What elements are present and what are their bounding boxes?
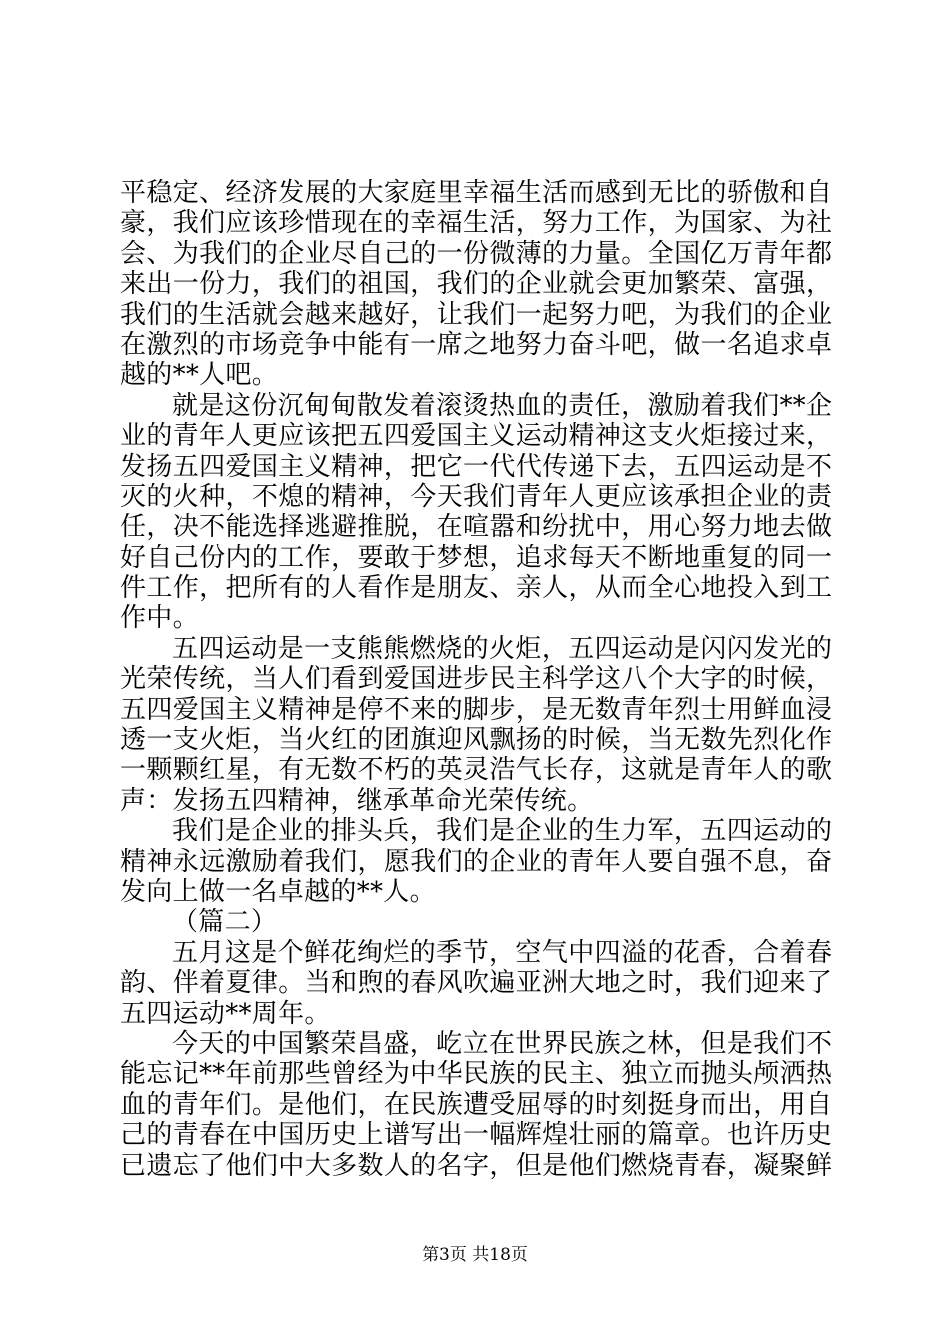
text-line: 平稳定、经济发展的大家庭里幸福生活而感到无比的骄傲和自 <box>120 178 832 208</box>
text-line: 声：发扬五四精神，继承革命光荣传统。 <box>120 785 594 816</box>
text-line: 能忘记**年前那些曾经为中华民族的民主、独立而抛头颅洒热 <box>120 1059 832 1090</box>
text-line: 已遗忘了他们中大多数人的名字，但是他们燃烧青春，凝聚鲜 <box>120 1150 832 1181</box>
section-label-text: （篇二） <box>172 907 278 938</box>
paragraph <box>120 391 832 634</box>
paragraph <box>120 938 832 1029</box>
text-line: 豪，我们应该珍惜现在的幸福生活，努力工作，为国家、为社 <box>120 208 832 239</box>
text-line: 灭的火种，不熄的精神，今天我们青年人更应该承担企业的责 <box>120 481 832 512</box>
text-line: 光荣传统，当人们看到爱国进步民主科学这八个大字的时候， <box>120 664 832 695</box>
text-line: 透一支火炬，当火红的团旗迎风飘扬的时候，当无数先烈化作 <box>120 725 832 756</box>
text-line: 五四爱国主义精神是停不来的脚步，是无数青年烈士用鲜血浸 <box>120 694 832 725</box>
page-footer <box>0 1240 950 1265</box>
paragraph <box>120 1029 832 1181</box>
text-line: 就是这份沉甸甸散发着滚烫热血的责任，激励着我们**企 <box>172 390 832 421</box>
text-line: 业的青年人更应该把五四爱国主义运动精神这支火炬接过来， <box>120 421 832 452</box>
document-body <box>120 178 832 1181</box>
text-line: 发扬五四爱国主义精神，把它一代代传递下去，五四运动是不 <box>120 451 832 482</box>
paragraph <box>120 816 832 907</box>
text-line: 五四运动**周年。 <box>120 998 331 1029</box>
text-line: 我们的生活就会越来越好，让我们一起努力吧，为我们的企业 <box>120 299 832 330</box>
text-line: 五月这是个鲜花绚烂的季节，空气中四溢的花香，合着春 <box>172 937 832 968</box>
text-line: 件工作，把所有的人看作是朋友、亲人，从而全心地投入到工 <box>120 573 832 604</box>
text-line: 我们是企业的排头兵，我们是企业的生力军，五四运动的 <box>172 816 832 847</box>
text-line: 来出一份力，我们的祖国，我们的企业就会更加繁荣、富强， <box>120 269 832 300</box>
text-line: 精神永远激励着我们，愿我们的企业的青年人要自强不息，奋 <box>120 846 832 877</box>
page-number-label: 第3页 共18页 <box>422 1245 528 1265</box>
text-line: 作中。 <box>120 603 199 634</box>
paragraph <box>120 178 832 391</box>
text-line: 韵、伴着夏律。当和煦的春风吹遍亚洲大地之时，我们迎来了 <box>120 968 832 999</box>
text-line: 越的**人吧。 <box>120 360 279 391</box>
text-line: 任，决不能选择逃避推脱，在喧嚣和纷扰中，用心努力地去做 <box>120 512 832 543</box>
text-line: 好自己份内的工作，要敢于梦想，追求每天不断地重复的同一 <box>120 542 832 573</box>
section-label <box>120 907 832 937</box>
text-line: 发向上做一名卓越的**人。 <box>120 876 436 907</box>
text-line: 五四运动是一支熊熊燃烧的火炬，五四运动是闪闪发光的 <box>172 633 832 664</box>
text-line: 己的青春在中国历史上谱写出一幅辉煌壮丽的篇章。也许历史 <box>120 1120 832 1151</box>
text-line: 今天的中国繁荣昌盛，屹立在世界民族之林，但是我们不 <box>172 1028 832 1059</box>
text-line: 会、为我们的企业尽自己的一份微薄的力量。全国亿万青年都 <box>120 238 832 269</box>
text-line: 一颗颗红星，有无数不朽的英灵浩气长存，这就是青年人的歌 <box>120 755 832 786</box>
text-line: 在激烈的市场竞争中能有一席之地努力奋斗吧，做一名追求卓 <box>120 329 832 360</box>
paragraph <box>120 634 832 816</box>
text-line: 血的青年们。是他们，在民族遭受屈辱的时刻挺身而出，用自 <box>120 1089 832 1120</box>
